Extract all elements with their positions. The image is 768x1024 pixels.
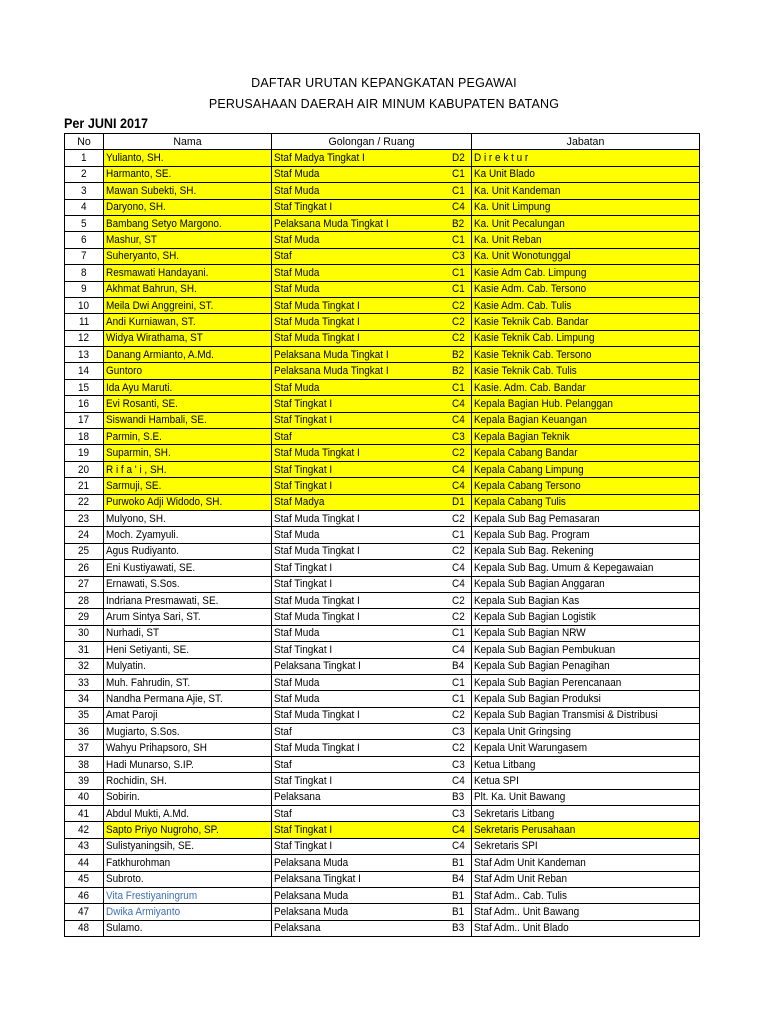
row-golongan: Staf Muda (272, 625, 447, 641)
row-name: Sulamo. (104, 920, 272, 936)
row-number: 3 (65, 183, 104, 199)
row-golongan: Staf Muda Tingkat I (272, 609, 447, 625)
row-number: 25 (65, 543, 104, 559)
table-row (65, 822, 700, 838)
row-ruang-code: C2 (447, 330, 472, 346)
row-name: Rochidin, SH. (104, 773, 272, 789)
row-name: Sarmuji, SE. (104, 478, 272, 494)
row-golongan: Staf Madya (272, 494, 447, 510)
row-golongan: Pelaksana (272, 920, 447, 936)
row-jabatan: Kepala Cabang Tulis (472, 494, 700, 510)
row-golongan: Staf Muda (272, 183, 447, 199)
row-ruang-code: C1 (447, 265, 472, 281)
row-ruang-code: C3 (447, 724, 472, 740)
row-ruang-code: C1 (447, 166, 472, 182)
row-name: Siswandi Hambali, SE. (104, 412, 272, 428)
row-jabatan: Kepala Unit Warungasem (472, 740, 700, 756)
row-ruang-code: C1 (447, 527, 472, 543)
period-label: Per JUNI 2017 (64, 115, 149, 131)
table-row (65, 707, 700, 723)
row-name: Andi Kurniawan, ST. (104, 314, 272, 330)
row-ruang-code: C2 (447, 609, 472, 625)
row-ruang-code: C4 (447, 461, 472, 477)
row-ruang-code: C3 (447, 756, 472, 772)
row-number: 9 (65, 281, 104, 297)
row-name: Nandha Permana Ajie, ST. (104, 691, 272, 707)
row-jabatan: Ketua Litbang (472, 756, 700, 772)
row-ruang-code: C4 (447, 478, 472, 494)
row-golongan: Staf Muda Tingkat I (272, 707, 447, 723)
row-jabatan: Kasie Teknik Cab. Tulis (472, 363, 700, 379)
row-jabatan: Kepala Bagian Teknik (472, 429, 700, 445)
row-name: Dwika Armiyanto (104, 904, 272, 920)
row-golongan: Staf Muda (272, 674, 447, 690)
row-ruang-code: B1 (447, 904, 472, 920)
row-name: Mulyono, SH. (104, 510, 272, 526)
row-name: Sobirin. (104, 789, 272, 805)
row-golongan: Staf Tingkat I (272, 822, 447, 838)
table-row (65, 625, 700, 641)
row-golongan: Staf (272, 756, 447, 772)
row-ruang-code: B2 (447, 347, 472, 363)
row-golongan: Staf (272, 806, 447, 822)
row-number: 27 (65, 576, 104, 592)
row-number: 30 (65, 625, 104, 641)
row-jabatan: Kepala Bagian Hub. Pelanggan (472, 396, 700, 412)
row-golongan: Pelaksana (272, 789, 447, 805)
row-ruang-code: C2 (447, 740, 472, 756)
row-number: 31 (65, 642, 104, 658)
row-number: 36 (65, 724, 104, 740)
row-golongan: Staf (272, 724, 447, 740)
row-name: Muh. Fahrudin, ST. (104, 674, 272, 690)
table-row (65, 379, 700, 395)
row-number: 13 (65, 347, 104, 363)
row-ruang-code: C3 (447, 806, 472, 822)
row-golongan: Staf Tingkat I (272, 773, 447, 789)
row-number: 32 (65, 658, 104, 674)
table-row (65, 871, 700, 887)
row-ruang-code: C4 (447, 576, 472, 592)
row-ruang-code: C2 (447, 707, 472, 723)
table-row (65, 691, 700, 707)
row-ruang-code: C2 (447, 543, 472, 559)
row-name: Arum Sintya Sari, ST. (104, 609, 272, 625)
row-jabatan: Kepala Sub Bagian Perencanaan (472, 674, 700, 690)
row-jabatan: Kepala Sub Bag. Rekening (472, 543, 700, 559)
row-number: 42 (65, 822, 104, 838)
row-number: 28 (65, 592, 104, 608)
row-number: 29 (65, 609, 104, 625)
row-name: R i f a ' i , SH. (104, 461, 272, 477)
row-name: Mashur, ST (104, 232, 272, 248)
row-name: Daryono, SH. (104, 199, 272, 215)
row-number: 43 (65, 838, 104, 854)
table-row (65, 887, 700, 903)
row-name: Danang Armianto, A.Md. (104, 347, 272, 363)
table-row (65, 838, 700, 854)
row-name: Amat Paroji (104, 707, 272, 723)
row-ruang-code: C1 (447, 232, 472, 248)
table-row (65, 806, 700, 822)
row-ruang-code: C1 (447, 625, 472, 641)
table-row (65, 773, 700, 789)
row-golongan: Staf Tingkat I (272, 576, 447, 592)
row-golongan: Staf (272, 429, 447, 445)
row-jabatan: Kepala Sub Bagian Penagihan (472, 658, 700, 674)
row-ruang-code: C4 (447, 822, 472, 838)
table-row (65, 183, 700, 199)
row-golongan: Pelaksana Muda (272, 855, 447, 871)
row-jabatan: Ka. Unit Wonotunggal (472, 248, 700, 264)
table-header-row (65, 134, 700, 150)
row-ruang-code: C1 (447, 281, 472, 297)
row-name: Harmanto, SE. (104, 166, 272, 182)
row-golongan: Pelaksana Muda Tingkat I (272, 347, 447, 363)
row-jabatan: Kepala Unit Gringsing (472, 724, 700, 740)
row-golongan: Pelaksana Tingkat I (272, 871, 447, 887)
document-subtitle: PERUSAHAAN DAERAH AIR MINUM KABUPATEN BATANG (208, 97, 560, 111)
row-jabatan: Kepala Sub Bagian Anggaran (472, 576, 700, 592)
row-ruang-code: C2 (447, 297, 472, 313)
row-golongan: Staf Muda Tingkat I (272, 592, 447, 608)
row-jabatan: Sekretaris SPI (472, 838, 700, 854)
row-golongan: Staf Tingkat I (272, 396, 447, 412)
row-name: Agus Rudiyanto. (104, 543, 272, 559)
row-number: 1 (65, 150, 104, 166)
row-jabatan: Ka. Unit Pecalungan (472, 215, 700, 231)
header-jabatan: Jabatan (472, 134, 700, 150)
row-name: Sulistyaningsih, SE. (104, 838, 272, 854)
row-number: 48 (65, 920, 104, 936)
row-ruang-code: C1 (447, 379, 472, 395)
employee-rank-table (64, 133, 700, 937)
row-ruang-code: C2 (447, 314, 472, 330)
row-ruang-code: B4 (447, 658, 472, 674)
row-number: 38 (65, 756, 104, 772)
row-golongan: Staf Muda Tingkat I (272, 543, 447, 559)
row-name: Abdul Mukti, A.Md. (104, 806, 272, 822)
row-name: Ernawati, S.Sos. (104, 576, 272, 592)
table-row (65, 494, 700, 510)
row-jabatan: Kepala Bagian Keuangan (472, 412, 700, 428)
row-golongan: Staf Muda Tingkat I (272, 314, 447, 330)
table-row (65, 756, 700, 772)
row-number: 46 (65, 887, 104, 903)
row-golongan: Staf Muda Tingkat I (272, 740, 447, 756)
row-number: 37 (65, 740, 104, 756)
table-row (65, 265, 700, 281)
row-golongan: Pelaksana Muda Tingkat I (272, 363, 447, 379)
row-golongan: Pelaksana Tingkat I (272, 658, 447, 674)
table-row (65, 396, 700, 412)
table-row (65, 445, 700, 461)
header-no: No (65, 134, 104, 150)
table-row (65, 248, 700, 264)
row-golongan: Pelaksana Muda (272, 887, 447, 903)
row-golongan: Staf Tingkat I (272, 642, 447, 658)
table-row (65, 150, 700, 166)
table-row (65, 904, 700, 920)
row-jabatan: Kepala Cabang Bandar (472, 445, 700, 461)
table-row (65, 510, 700, 526)
header-nama: Nama (104, 134, 272, 150)
table-row (65, 478, 700, 494)
row-ruang-code: B1 (447, 887, 472, 903)
row-ruang-code: C4 (447, 773, 472, 789)
row-ruang-code: C2 (447, 445, 472, 461)
row-jabatan: Sekretaris Perusahaan (472, 822, 700, 838)
table-row (65, 166, 700, 182)
row-number: 39 (65, 773, 104, 789)
row-golongan: Staf Muda Tingkat I (272, 297, 447, 313)
table-row (65, 576, 700, 592)
document-title: DAFTAR URUTAN KEPANGKATAN PEGAWAI (251, 76, 517, 90)
row-ruang-code: B2 (447, 215, 472, 231)
row-jabatan: Kepala Cabang Tersono (472, 478, 700, 494)
row-number: 8 (65, 265, 104, 281)
row-name: Guntoro (104, 363, 272, 379)
row-number: 22 (65, 494, 104, 510)
row-golongan: Staf Muda Tingkat I (272, 510, 447, 526)
row-golongan: Staf Tingkat I (272, 478, 447, 494)
row-ruang-code: C4 (447, 560, 472, 576)
table-row (65, 560, 700, 576)
row-golongan: Staf Muda (272, 527, 447, 543)
row-ruang-code: B3 (447, 789, 472, 805)
table-row (65, 592, 700, 608)
row-jabatan: Kasie. Adm. Cab. Bandar (472, 379, 700, 395)
row-golongan: Staf Muda (272, 265, 447, 281)
row-ruang-code: C1 (447, 674, 472, 690)
row-jabatan: Kasie Adm. Cab. Tulis (472, 297, 700, 313)
table-row (65, 412, 700, 428)
row-golongan: Staf Muda (272, 166, 447, 182)
row-golongan: Staf Muda (272, 379, 447, 395)
row-number: 34 (65, 691, 104, 707)
row-jabatan: Kepala Sub Bagian Logistik (472, 609, 700, 625)
row-golongan: Staf Tingkat I (272, 461, 447, 477)
row-golongan: Staf Tingkat I (272, 838, 447, 854)
row-name: Evi Rosanti, SE. (104, 396, 272, 412)
header-golongan: Golongan / Ruang (272, 134, 472, 150)
row-name: Hadi Munarso, S.IP. (104, 756, 272, 772)
table-row (65, 609, 700, 625)
row-name: Mugiarto, S.Sos. (104, 724, 272, 740)
row-golongan: Staf (272, 248, 447, 264)
row-jabatan: Staf Adm.. Unit Blado (472, 920, 700, 936)
row-number: 5 (65, 215, 104, 231)
row-golongan: Staf Tingkat I (272, 199, 447, 215)
table-row (65, 527, 700, 543)
row-number: 6 (65, 232, 104, 248)
row-number: 47 (65, 904, 104, 920)
row-ruang-code: B2 (447, 363, 472, 379)
row-jabatan: Staf Adm.. Unit Bawang (472, 904, 700, 920)
row-number: 14 (65, 363, 104, 379)
row-jabatan: Kepala Sub Bagian NRW (472, 625, 700, 641)
table-row (65, 920, 700, 936)
row-number: 24 (65, 527, 104, 543)
table-row (65, 363, 700, 379)
table-row (65, 724, 700, 740)
table-row (65, 543, 700, 559)
row-jabatan: D i r e k t u r (472, 150, 700, 166)
row-name: Ida Ayu Maruti. (104, 379, 272, 395)
row-ruang-code: C4 (447, 412, 472, 428)
row-jabatan: Kasie Teknik Cab. Limpung (472, 330, 700, 346)
row-jabatan: Kasie Teknik Cab. Tersono (472, 347, 700, 363)
row-golongan: Staf Tingkat I (272, 560, 447, 576)
row-name: Moch. Zyamyuli. (104, 527, 272, 543)
row-number: 10 (65, 297, 104, 313)
table-row (65, 232, 700, 248)
row-name: Yulianto, SH. (104, 150, 272, 166)
row-golongan: Pelaksana Muda Tingkat I (272, 215, 447, 231)
table-row (65, 297, 700, 313)
row-golongan: Staf Muda Tingkat I (272, 330, 447, 346)
row-number: 35 (65, 707, 104, 723)
row-name: Parmin, S.E. (104, 429, 272, 445)
row-golongan: Staf Muda Tingkat I (272, 445, 447, 461)
row-golongan: Staf Muda (272, 281, 447, 297)
row-ruang-code: B3 (447, 920, 472, 936)
table-row (65, 789, 700, 805)
row-jabatan: Kepala Sub Bag Pemasaran (472, 510, 700, 526)
row-name: Eni Kustiyawati, SE. (104, 560, 272, 576)
row-ruang-code: C4 (447, 396, 472, 412)
table-row (65, 281, 700, 297)
row-golongan: Staf Madya Tingkat I (272, 150, 447, 166)
row-jabatan: Staf Adm.. Cab. Tulis (472, 887, 700, 903)
row-jabatan: Kasie Adm Cab. Limpung (472, 265, 700, 281)
row-name: Nurhadi, ST (104, 625, 272, 641)
row-number: 17 (65, 412, 104, 428)
row-number: 23 (65, 510, 104, 526)
row-name: Fatkhurohman (104, 855, 272, 871)
table-row (65, 199, 700, 215)
row-ruang-code: C2 (447, 592, 472, 608)
row-ruang-code: B4 (447, 871, 472, 887)
row-name: Indriana Presmawati, SE. (104, 592, 272, 608)
row-number: 20 (65, 461, 104, 477)
row-name: Subroto. (104, 871, 272, 887)
row-ruang-code: C1 (447, 183, 472, 199)
row-jabatan: Ka. Unit Reban (472, 232, 700, 248)
row-jabatan: Kepala Sub Bagian Produksi (472, 691, 700, 707)
row-jabatan: Kepala Sub Bagian Transmisi & Distribusi (472, 707, 700, 723)
row-number: 40 (65, 789, 104, 805)
row-jabatan: Kepala Cabang Limpung (472, 461, 700, 477)
row-jabatan: Kasie Adm. Cab. Tersono (472, 281, 700, 297)
row-jabatan: Kepala Sub Bagian Pembukuan (472, 642, 700, 658)
row-number: 33 (65, 674, 104, 690)
row-golongan: Staf Muda (272, 691, 447, 707)
row-jabatan: Ka. Unit Kandeman (472, 183, 700, 199)
row-name: Meila Dwi Anggreini, ST. (104, 297, 272, 313)
table-row (65, 330, 700, 346)
row-golongan: Pelaksana Muda (272, 904, 447, 920)
row-ruang-code: C3 (447, 429, 472, 445)
row-number: 44 (65, 855, 104, 871)
row-jabatan: Staf Adm Unit Kandeman (472, 855, 700, 871)
row-jabatan: Kepala Sub Bagian Kas (472, 592, 700, 608)
row-number: 45 (65, 871, 104, 887)
row-ruang-code: C4 (447, 199, 472, 215)
row-number: 19 (65, 445, 104, 461)
row-number: 26 (65, 560, 104, 576)
row-ruang-code: D2 (447, 150, 472, 166)
row-ruang-code: C3 (447, 248, 472, 264)
table-row (65, 658, 700, 674)
row-number: 12 (65, 330, 104, 346)
row-ruang-code: D1 (447, 494, 472, 510)
table-row (65, 855, 700, 871)
table-row (65, 347, 700, 363)
row-jabatan: Staf Adm Unit Reban (472, 871, 700, 887)
table-row (65, 642, 700, 658)
row-jabatan: Ka Unit Blado (472, 166, 700, 182)
row-name: Mawan Subekti, SH. (104, 183, 272, 199)
row-number: 11 (65, 314, 104, 330)
row-ruang-code: C4 (447, 838, 472, 854)
row-number: 15 (65, 379, 104, 395)
row-name: Wahyu Prihapsoro, SH (104, 740, 272, 756)
row-number: 41 (65, 806, 104, 822)
row-ruang-code: C4 (447, 642, 472, 658)
row-number: 21 (65, 478, 104, 494)
row-name: Suheryanto, SH. (104, 248, 272, 264)
row-number: 18 (65, 429, 104, 445)
row-ruang-code: C2 (447, 510, 472, 526)
row-golongan: Staf Muda (272, 232, 447, 248)
row-name: Widya Wirathama, ST (104, 330, 272, 346)
row-name: Bambang Setyo Margono. (104, 215, 272, 231)
row-number: 2 (65, 166, 104, 182)
row-number: 4 (65, 199, 104, 215)
row-name: Akhmat Bahrun, SH. (104, 281, 272, 297)
row-name: Resmawati Handayani. (104, 265, 272, 281)
row-jabatan: Kepala Sub Bag. Umum & Kepegawaian (472, 560, 700, 576)
row-name: Sapto Priyo Nugroho, SP. (104, 822, 272, 838)
row-golongan: Staf Tingkat I (272, 412, 447, 428)
row-jabatan: Ketua SPI (472, 773, 700, 789)
row-number: 7 (65, 248, 104, 264)
table-row (65, 674, 700, 690)
row-jabatan: Kepala Sub Bag. Program (472, 527, 700, 543)
row-ruang-code: C1 (447, 691, 472, 707)
row-name: Heni Setiyanti, SE. (104, 642, 272, 658)
table-row (65, 215, 700, 231)
row-name: Purwoko Adji Widodo, SH. (104, 494, 272, 510)
row-jabatan: Kasie Teknik Cab. Bandar (472, 314, 700, 330)
row-name: Mulyatin. (104, 658, 272, 674)
row-name: Vita Frestiyaningrum (104, 887, 272, 903)
table-row (65, 740, 700, 756)
row-jabatan: Ka. Unit Limpung (472, 199, 700, 215)
table-row (65, 429, 700, 445)
row-name: Suparmin, SH. (104, 445, 272, 461)
row-jabatan: Plt. Ka. Unit Bawang (472, 789, 700, 805)
row-ruang-code: B1 (447, 855, 472, 871)
table-row (65, 461, 700, 477)
table-row (65, 314, 700, 330)
row-jabatan: Sekretaris Litbang (472, 806, 700, 822)
row-number: 16 (65, 396, 104, 412)
